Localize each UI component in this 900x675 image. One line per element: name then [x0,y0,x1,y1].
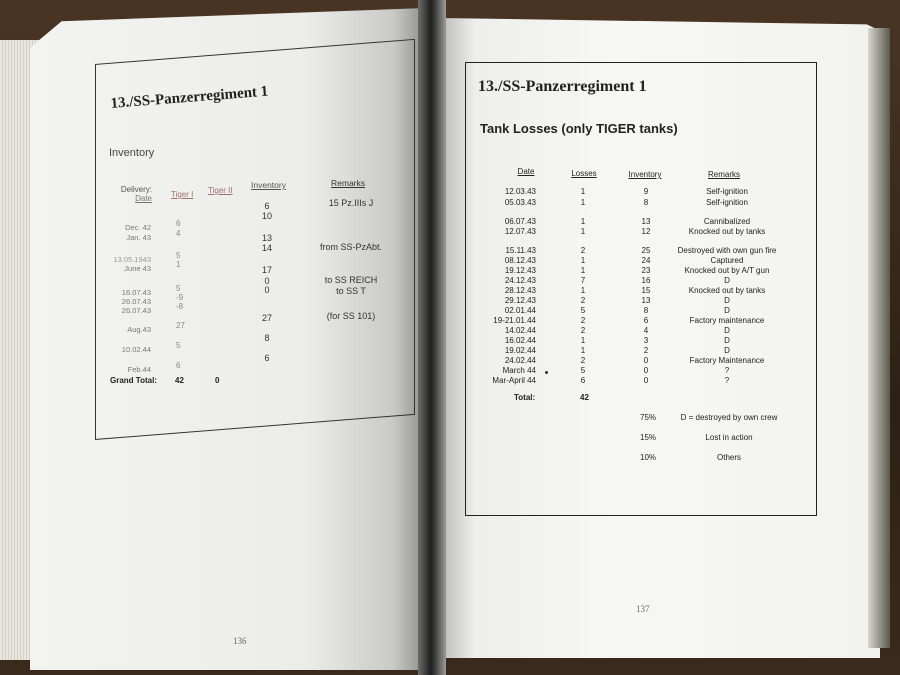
right-row-remarks: ? [724,366,730,375]
summary-text: D = destroyed by own crew [680,413,778,422]
right-row-date: 29.12.43 [504,296,536,305]
right-row-losses: 5 [580,366,586,375]
left-row-date: June 43 [124,264,151,273]
right-row-inventory: 15 [641,286,651,295]
tiger2-header: Tiger II [208,186,233,195]
right-row-inventory: 0 [643,356,649,365]
right-row-inventory: 3 [643,336,649,345]
right-row-inventory: 24 [641,256,651,265]
summary-text: Lost in action [705,433,753,442]
right-row-losses: 2 [580,316,586,325]
left-row-tiger1: 5 [176,284,181,293]
right-row-losses: 1 [580,286,586,295]
right-row-date: March 44 [502,366,536,375]
left-row-tiger1: -9 [176,293,184,302]
right-row-inventory: 2 [643,346,649,355]
right-page-title: 13./SS-Panzerregiment 1 [478,78,647,95]
right-row-inventory: 8 [643,306,649,315]
inventory-header: Inventory [251,180,286,190]
left-row-date: 26.07.43 [121,297,151,306]
right-row-losses: 2 [580,326,586,335]
right-page-number: 137 [636,604,650,614]
right-row-remarks: Knocked out by tanks [688,286,766,295]
right-row-inventory: 23 [641,266,651,275]
left-row-date: 10.02.44 [121,345,151,354]
right-row-remarks: Knocked out by tanks [688,227,766,236]
left-row-date: 16.07.43 [121,288,151,297]
left-row-date: Jan. 43 [126,233,151,242]
left-row-tiger1: 6 [176,219,181,228]
left-page-title: 13./SS-Panzerregiment 1 [110,83,269,112]
right-row-losses: 2 [580,296,586,305]
left-row-inventory: 6 [264,201,270,211]
right-row-losses: 1 [580,256,586,265]
left-row-tiger1: 27 [176,321,185,330]
left-row-inventory: 17 [261,265,273,275]
right-row-remarks: D [724,296,730,305]
right-row-losses: 1 [580,227,586,236]
right-page-edges [868,28,890,648]
right-row-date: 02.01.44 [504,306,536,315]
right-row-remarks: D [724,306,730,315]
right-row-inventory: 12 [641,227,651,236]
left-row-date: Aug.43 [127,325,151,334]
right-row-date: 08.12.43 [504,256,536,265]
remarks-header: Remarks [331,178,366,188]
right-row-date: 19-21.01.44 [493,316,536,325]
left-row-remarks: from SS-PzAbt. [319,242,383,252]
right-row-date: 12.07.43 [504,227,536,236]
right-row-inventory: 0 [643,366,649,375]
summary-text: Others [716,453,742,462]
right-row-date: 05.03.43 [504,198,536,207]
right-row-inventory: 6 [643,316,649,325]
summary-percent: 10% [640,453,657,462]
summary-percent: 75% [640,413,657,422]
right-row-inventory: 13 [641,217,651,226]
right-row-inventory: 25 [641,246,651,255]
total-losses: 42 [580,393,589,402]
right-row-inventory: 9 [643,187,649,196]
left-row-inventory: 10 [261,211,273,221]
right-row-date: 16.02.44 [504,336,536,345]
right-row-losses: 1 [580,266,586,275]
left-row-inventory: 13 [261,233,273,243]
right-row-remarks: Self-ignition [706,198,748,207]
right-row-remarks: Captured [710,256,744,265]
right-row-losses: 1 [580,198,586,207]
right-row-date: 28.12.43 [504,286,536,295]
right-row-inventory: 16 [641,276,651,285]
right-row-losses: 6 [580,376,586,385]
right-row-remarks: Destroyed with own gun fire [677,246,777,255]
summary-percent: 15% [640,433,657,442]
right-row-date: 12.03.43 [504,187,536,196]
remarks-col-header: Remarks [707,170,741,179]
left-row-inventory: 0 [264,285,270,295]
inventory-col-header: Inventory [628,170,662,179]
total-label: Total: [514,393,536,402]
right-row-remarks: Factory Maintenance [689,356,765,365]
right-row-inventory: 13 [641,296,651,305]
right-row-remarks: D [724,336,730,345]
left-row-remarks: to SS REICH [324,275,378,285]
left-row-date: Feb.44 [127,365,151,374]
right-row-inventory: 0 [643,376,649,385]
book-gutter [418,0,446,675]
left-row-tiger1: 5 [176,251,181,260]
left-row-inventory: 8 [264,333,270,343]
left-row-inventory: 0 [264,276,270,286]
left-row-date: 26.07.43 [121,306,151,315]
inventory-heading: Inventory [109,147,155,159]
right-row-date: Mar-April 44 [492,376,536,385]
losses-col-header: Losses [571,169,597,178]
right-row-date: 06.07.43 [504,217,536,226]
left-row-date: 13.05.1943 [113,255,151,264]
left-row-tiger1: 5 [176,341,181,350]
right-row-date: 15.11.43 [505,246,536,255]
right-row-losses: 7 [580,276,586,285]
right-row-inventory: 8 [643,198,649,207]
right-row-remarks: ? [724,376,730,385]
right-row-date: 19.12.43 [504,266,536,275]
right-row-losses: 2 [580,246,586,255]
left-row-remarks: 15 Pz.IIIs J [328,198,374,208]
left-row-tiger1: 1 [176,260,181,269]
right-row-remarks: D [724,346,730,355]
delivery-header: Delivery: [120,185,152,194]
right-row-date: 19.02.44 [504,346,536,355]
left-row-tiger1: 6 [176,361,181,370]
grand-total-tiger2: 0 [215,376,220,385]
left-row-inventory: 14 [261,243,273,253]
left-row-date: Dec. 42 [125,223,151,232]
grand-total-label: Grand Total: [110,376,157,385]
right-row-date: 24.12.43 [504,276,536,285]
right-row-remarks: Self-ignition [706,187,748,196]
right-row-date: 14.02.44 [504,326,536,335]
left-row-inventory: 6 [264,353,270,363]
right-row-losses: 1 [580,336,586,345]
right-row-remarks: Knocked out by A/T gun [684,266,770,275]
right-row-remarks: Factory maintenance [689,316,765,325]
left-row-tiger1: -8 [176,302,184,311]
right-row-losses: 1 [580,346,586,355]
right-row-losses: 2 [580,356,586,365]
right-row-losses: 5 [580,306,586,315]
date-col-header: Date [517,167,535,176]
date-header: Date [135,194,152,203]
right-row-losses: 1 [580,187,586,196]
right-row-remarks: D [724,326,730,335]
left-row-remarks: to SS T [336,286,366,296]
right-row-remarks: Cannibalized [703,217,751,226]
right-row-date: 24.02.44 [504,356,536,365]
right-row-losses: 1 [580,217,586,226]
ink-dot [545,371,548,374]
grand-total-tiger1: 42 [175,376,184,385]
left-page-number: 136 [233,636,247,646]
left-row-remarks: (for SS 101) [326,311,376,321]
tiger1-header: Tiger I [171,190,194,199]
right-row-remarks: D [724,276,730,285]
left-row-tiger1: 4 [176,229,181,238]
right-row-inventory: 4 [643,326,649,335]
left-row-inventory: 27 [261,313,273,323]
tank-losses-heading: Tank Losses (only TIGER tanks) [480,121,678,136]
